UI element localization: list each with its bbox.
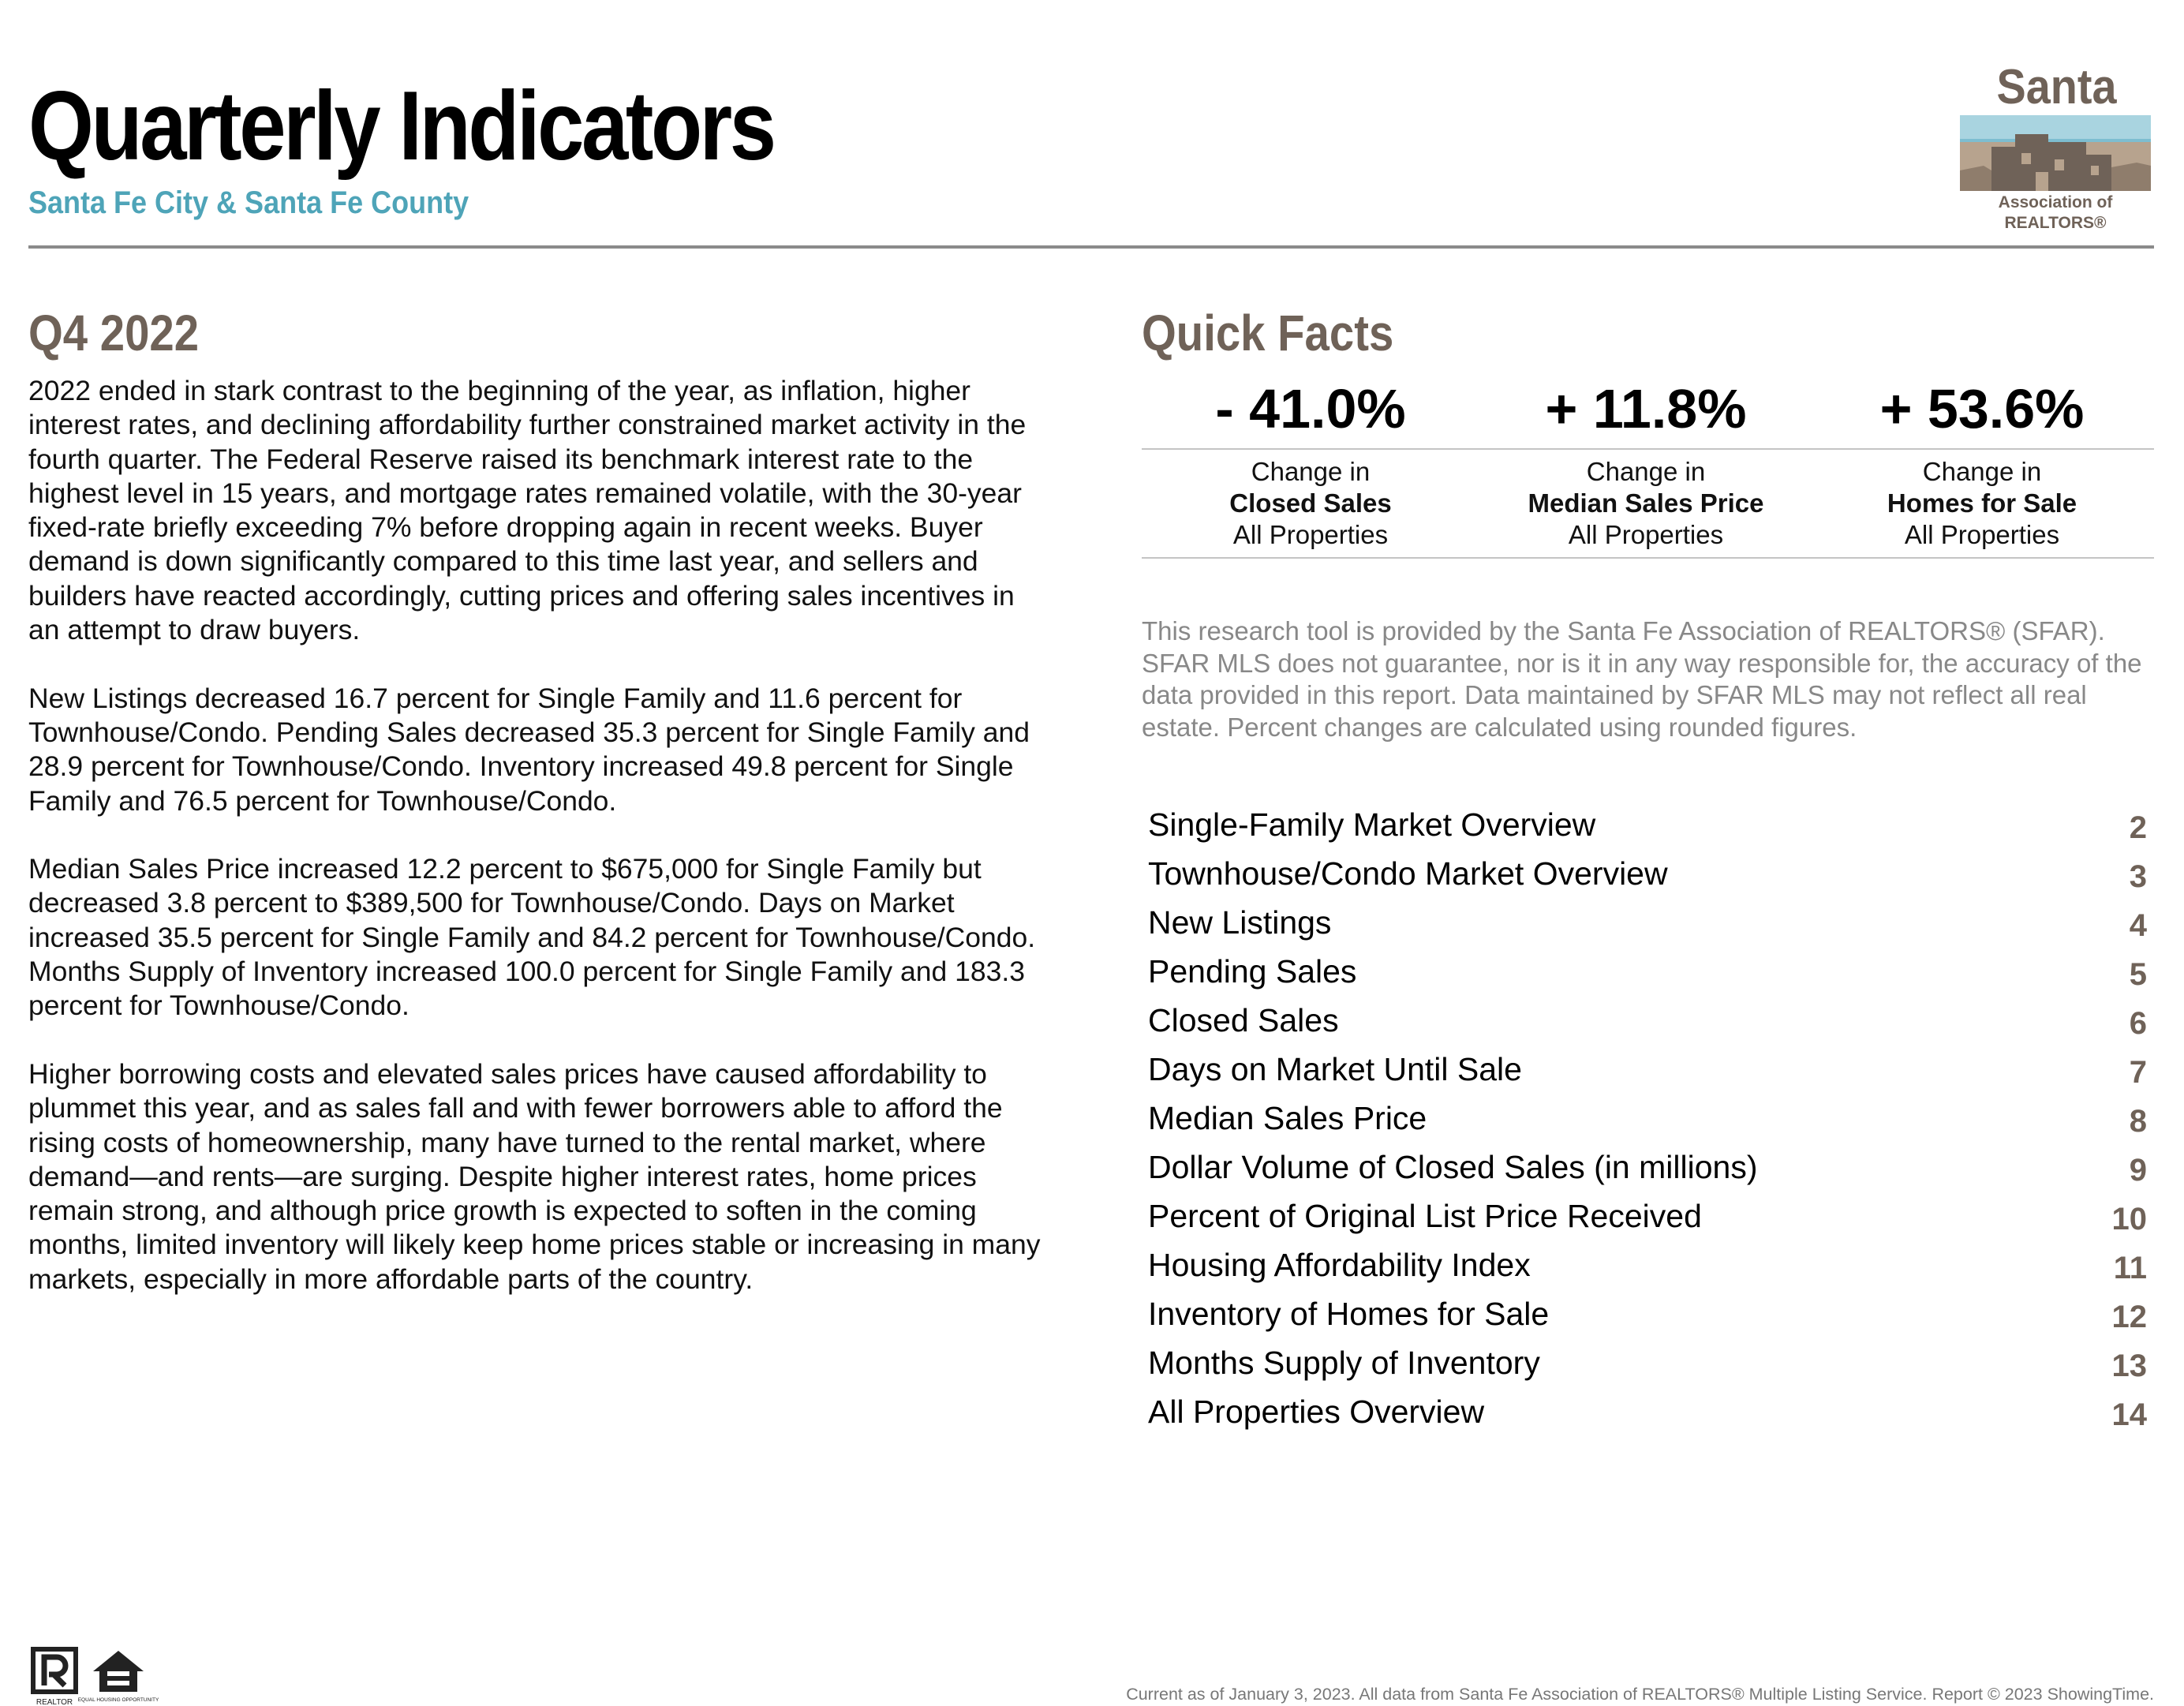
quick-facts-title: Quick Facts <box>1142 305 1394 361</box>
quick-fact-caption: Change in <box>1922 457 2042 486</box>
toc-item[interactable] <box>1148 1094 2147 1143</box>
quick-fact-scope: All Properties <box>1904 520 2060 549</box>
footer-logos <box>30 1648 159 1706</box>
adobe-building-icon <box>1960 115 2151 191</box>
toc-item[interactable] <box>1148 996 2147 1045</box>
toc-item-page: 2 <box>2129 810 2147 845</box>
toc-item-label: Single-Family Market Overview <box>1148 806 1596 843</box>
header-divider <box>28 245 2154 249</box>
toc-item-page: 4 <box>2129 908 2147 943</box>
narrative-paragraph: Higher borrowing costs and elevated sales prices have caused affordability to plummet this year, and as sales fall and with fewer borrowers able to afford the rising costs of homeownership, many have turned to the rental market, where demand—and rents—are surging. Despite higher interest rates, home prices remain strong, and although price growth is expected to soften in the coming months, limited inventory will likely keep home prices stable or increasing in many markets, especially in more affordable parts of the country. <box>28 1057 1041 1295</box>
toc-item-label: Dollar Volume of Closed Sales (in millions) <box>1148 1149 1758 1185</box>
santa-fe-association-logo <box>1949 60 2162 232</box>
toc-item[interactable] <box>1148 1289 2147 1338</box>
toc-item[interactable] <box>1148 947 2147 996</box>
quick-fact-caption: Change in <box>1586 457 1706 486</box>
toc-item-label: Median Sales Price <box>1148 1100 1427 1136</box>
quick-fact-metric: Homes for Sale <box>1887 488 2077 518</box>
narrative-paragraph: 2022 ended in stark contrast to the beginning of the year, as inflation, higher interest rates, and declining affordability further constrained market activity in the fourth quarter. The Federal Reserve raised its benchmark interest rate to the highest level in 15 years, and mortgage rates remained volatile, with the 30-year fixed-rate briefly exceeding 7% before dropping again in recent weeks. Buyer demand is down significantly compared to this time last year, and sellers and builders have reacted accordingly, cutting prices and offering sales incentives in an attempt to draw buyers. <box>28 375 1027 646</box>
toc-item[interactable] <box>1148 1192 2147 1240</box>
quick-facts-divider-bottom <box>1142 557 2154 559</box>
narrative-paragraph: New Listings decreased 16.7 percent for Single Family and 11.6 percent for Townhouse/Condo. Pending Sales decreased 35.3 percent for Single Family and 28.9 percent for Townhouse/Condo. Inventory increased 49.8 percent for Single Family and 76.5 percent for Townhouse/Condo. <box>28 682 1030 817</box>
toc-item-label: New Listings <box>1148 904 1332 941</box>
toc-item-page: 13 <box>2111 1349 2147 1383</box>
quick-fact-value: + 53.6% <box>1879 378 2085 440</box>
narrative-paragraph: Median Sales Price increased 12.2 percent to $675,000 for Single Family but decreased 3.8 percent to $389,500 for Townhouse/Condo. Days on Market increased 35.5 percent for Single Family and 84.2 percent for Townhouse/Condo. Months Supply of Inventory increased 100.0 percent for Single Family and 183.3 percent for Townhouse/Condo. <box>28 853 1036 1022</box>
toc-item-page: 6 <box>2129 1006 2147 1041</box>
quick-fact-value: - 41.0% <box>1215 378 1406 440</box>
toc-item[interactable] <box>1148 1338 2147 1387</box>
toc-item-page: 12 <box>2111 1300 2147 1334</box>
page-title: Quarterly Indicators <box>28 72 774 181</box>
toc-item-label: Housing Affordability Index <box>1148 1247 1531 1283</box>
quick-fact-scope: All Properties <box>1568 520 1724 549</box>
quick-facts-divider-top <box>1142 448 2154 450</box>
toc-item[interactable] <box>1148 1387 2147 1436</box>
logo-subtitle: Association of REALTORS® <box>1998 193 2113 232</box>
quick-fact-value: + 11.8% <box>1545 378 1747 440</box>
toc-item[interactable] <box>1148 849 2147 898</box>
toc-item-label: All Properties Overview <box>1148 1394 1485 1430</box>
disclaimer-text: This research tool is provided by the Santa Fe Association of REALTORS® (SFAR). SFAR MLS does not guarantee, nor is it in any way responsible for, the accuracy of the data provided in this report. Data maintained by SFAR MLS may not reflect all real estate. Percent changes are calculated using rounded figures. <box>1142 616 2142 742</box>
toc-item-page: 8 <box>2129 1104 2147 1139</box>
report-period: Q4 2022 <box>28 305 200 361</box>
toc-item-label: Months Supply of Inventory <box>1148 1345 1540 1381</box>
toc-item-page: 14 <box>2111 1397 2147 1432</box>
quick-fact-metric: Closed Sales <box>1229 488 1392 518</box>
toc-item-label: Townhouse/Condo Market Overview <box>1148 855 1668 892</box>
quick-fact-scope: All Properties <box>1232 520 1389 549</box>
toc-item-page: 7 <box>2129 1055 2147 1090</box>
toc-item[interactable] <box>1148 1045 2147 1094</box>
toc-item-label: Pending Sales <box>1148 953 1357 990</box>
toc-item-label: Closed Sales <box>1148 1002 1339 1038</box>
toc-item[interactable] <box>1148 800 2147 849</box>
logo-name: Santa <box>1996 60 2117 114</box>
realtor-logo-label: REALTOR <box>36 1698 73 1706</box>
toc-item-page: 10 <box>2111 1202 2147 1236</box>
toc-item-label: Inventory of Homes for Sale <box>1148 1296 1550 1332</box>
toc-item-label: Days on Market Until Sale <box>1148 1051 1522 1087</box>
footer-source-note: Current as of January 3, 2023. All data from Santa Fe Association of REALTORS® Multiple Listing Service. Report © 2023 ShowingTime. <box>1126 1685 2154 1704</box>
toc-item-page: 3 <box>2129 859 2147 894</box>
toc-item-page: 9 <box>2129 1153 2147 1188</box>
toc-item[interactable] <box>1148 898 2147 947</box>
toc-item-page: 5 <box>2129 957 2147 992</box>
toc-item[interactable] <box>1148 1240 2147 1289</box>
quick-fact-metric: Median Sales Price <box>1528 488 1764 518</box>
toc-item[interactable] <box>1148 1143 2147 1192</box>
market-narrative <box>28 374 1046 1330</box>
toc-item-page: 11 <box>2113 1251 2147 1285</box>
page-subtitle: Santa Fe City & Santa Fe County <box>28 185 469 220</box>
table-of-contents <box>1148 800 2147 1436</box>
equal-housing-opportunity-icon <box>77 1648 159 1706</box>
toc-item-label: Percent of Original List Price Received <box>1148 1198 1702 1234</box>
quick-fact-caption: Change in <box>1251 457 1371 486</box>
equal-housing-label: EQUAL HOUSING OPPORTUNITY <box>77 1697 159 1703</box>
realtor-logo-icon <box>30 1648 85 1706</box>
